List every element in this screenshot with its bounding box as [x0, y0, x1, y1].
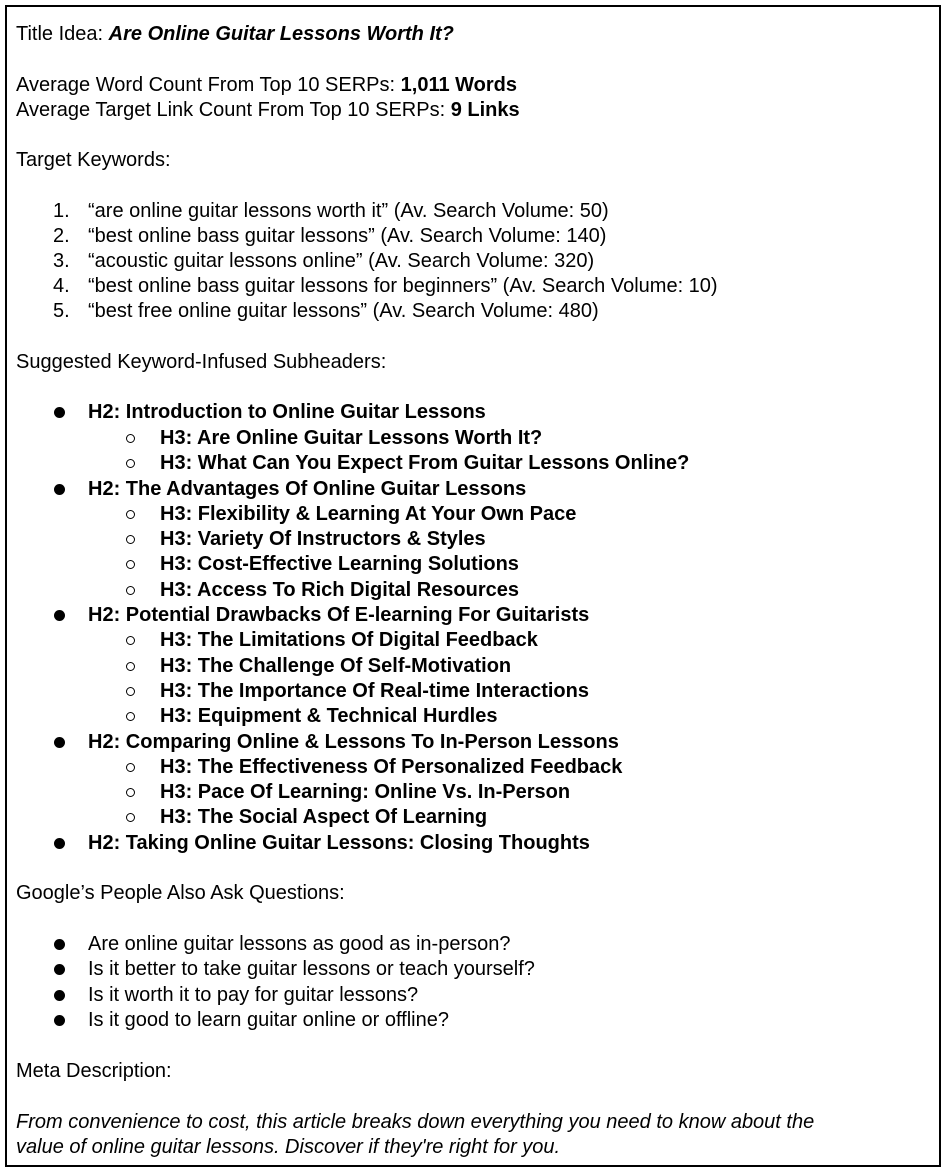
hollow-bullet-icon [126, 763, 135, 772]
bullet-icon [54, 610, 65, 621]
subheader-text: H3: Access To Rich Digital Resources [160, 579, 520, 601]
hollow-bullet-icon [126, 459, 135, 468]
word-count-label: Average Word Count From Top 10 SERPs: [16, 74, 396, 96]
keyword-number: 3. [53, 250, 70, 272]
subheader-text: H3: Variety Of Instructors & Styles [160, 528, 486, 550]
paa-question-text: Is it worth it to pay for guitar lessons? [88, 984, 419, 1006]
bullet-icon [54, 838, 65, 849]
subheader-text: H3: The Importance Of Real-time Interactions [160, 680, 589, 702]
link-count-label: Average Target Link Count From Top 10 SERPs: [16, 99, 446, 121]
keyword-number: 5. [53, 300, 70, 322]
hollow-bullet-icon [126, 560, 135, 569]
bullet-icon [54, 990, 65, 1001]
word-count-line [16, 73, 517, 98]
subheaders-heading: Suggested Keyword-Infused Subheaders: [16, 351, 387, 373]
paa-question-text: Is it good to learn guitar online or offline? [88, 1009, 449, 1031]
subheader-text: H3: The Limitations Of Digital Feedback [160, 629, 538, 651]
subheader-text: H3: Pace Of Learning: Online Vs. In-Person [160, 781, 571, 803]
subheader-text: H3: The Challenge Of Self-Motivation [160, 655, 512, 677]
hollow-bullet-icon [126, 434, 135, 443]
keyword-text: “best online bass guitar lessons for beginners” (Av. Search Volume: 10) [88, 275, 718, 297]
keyword-text: “are online guitar lessons worth it” (Av. Search Volume: 50) [88, 200, 609, 222]
subheader-text: H3: The Social Aspect Of Learning [160, 806, 488, 828]
link-count-line [16, 98, 520, 123]
hollow-bullet-icon [126, 712, 135, 721]
meta-description-line-2: value of online guitar lessons. Discover if they're right for you. [16, 1136, 561, 1158]
subheader-text: H2: Introduction to Online Guitar Lessons [88, 401, 486, 423]
subheader-text: H2: The Advantages Of Online Guitar Lessons [88, 478, 527, 500]
keyword-text: “best free online guitar lessons” (Av. Search Volume: 480) [88, 300, 599, 322]
title-idea-label: Title Idea: [16, 23, 104, 45]
bullet-icon [54, 964, 65, 975]
bullet-icon [54, 1015, 65, 1026]
subheader-text: H3: Flexibility & Learning At Your Own Pace [160, 503, 577, 525]
subheader-text: H3: What Can You Expect From Guitar Lessons Online? [160, 452, 690, 474]
keyword-number: 2. [53, 225, 70, 247]
paa-question-text: Is it better to take guitar lessons or teach yourself? [88, 958, 535, 980]
keyword-text: “best online bass guitar lessons” (Av. Search Volume: 140) [88, 225, 607, 247]
subheader-text: H3: Are Online Guitar Lessons Worth It? [160, 427, 543, 449]
title-idea [16, 22, 454, 47]
subheader-text: H3: Equipment & Technical Hurdles [160, 705, 498, 727]
bullet-icon [54, 737, 65, 748]
keywords-heading: Target Keywords: [16, 149, 171, 171]
hollow-bullet-icon [126, 636, 135, 645]
keyword-number: 1. [53, 200, 70, 222]
hollow-bullet-icon [126, 662, 135, 671]
hollow-bullet-icon [126, 510, 135, 519]
hollow-bullet-icon [126, 535, 135, 544]
paa-heading: Google’s People Also Ask Questions: [16, 882, 345, 904]
subheader-text: H2: Potential Drawbacks Of E-learning For Guitarists [88, 604, 590, 626]
hollow-bullet-icon [126, 813, 135, 822]
bullet-icon [54, 939, 65, 950]
title-idea-value: Are Online Guitar Lessons Worth It? [108, 23, 454, 45]
hollow-bullet-icon [126, 788, 135, 797]
link-count-value: 9 Links [450, 99, 520, 121]
subheader-text: H2: Comparing Online & Lessons To In-Person Lessons [88, 731, 619, 753]
word-count-value: 1,011 Words [400, 74, 517, 96]
keyword-number: 4. [53, 275, 70, 297]
meta-heading: Meta Description: [16, 1060, 172, 1082]
paa-question-text: Are online guitar lessons as good as in-person? [88, 933, 511, 955]
bullet-icon [54, 407, 65, 418]
subheader-text: H2: Taking Online Guitar Lessons: Closing Thoughts [88, 832, 590, 854]
subheader-text: H3: The Effectiveness Of Personalized Feedback [160, 756, 623, 778]
hollow-bullet-icon [126, 687, 135, 696]
keyword-text: “acoustic guitar lessons online” (Av. Search Volume: 320) [88, 250, 595, 272]
bullet-icon [54, 484, 65, 495]
subheader-text: H3: Cost-Effective Learning Solutions [160, 553, 519, 575]
hollow-bullet-icon [126, 586, 135, 595]
meta-description-line-1: From convenience to cost, this article breaks down everything you need to know about the [16, 1111, 815, 1133]
